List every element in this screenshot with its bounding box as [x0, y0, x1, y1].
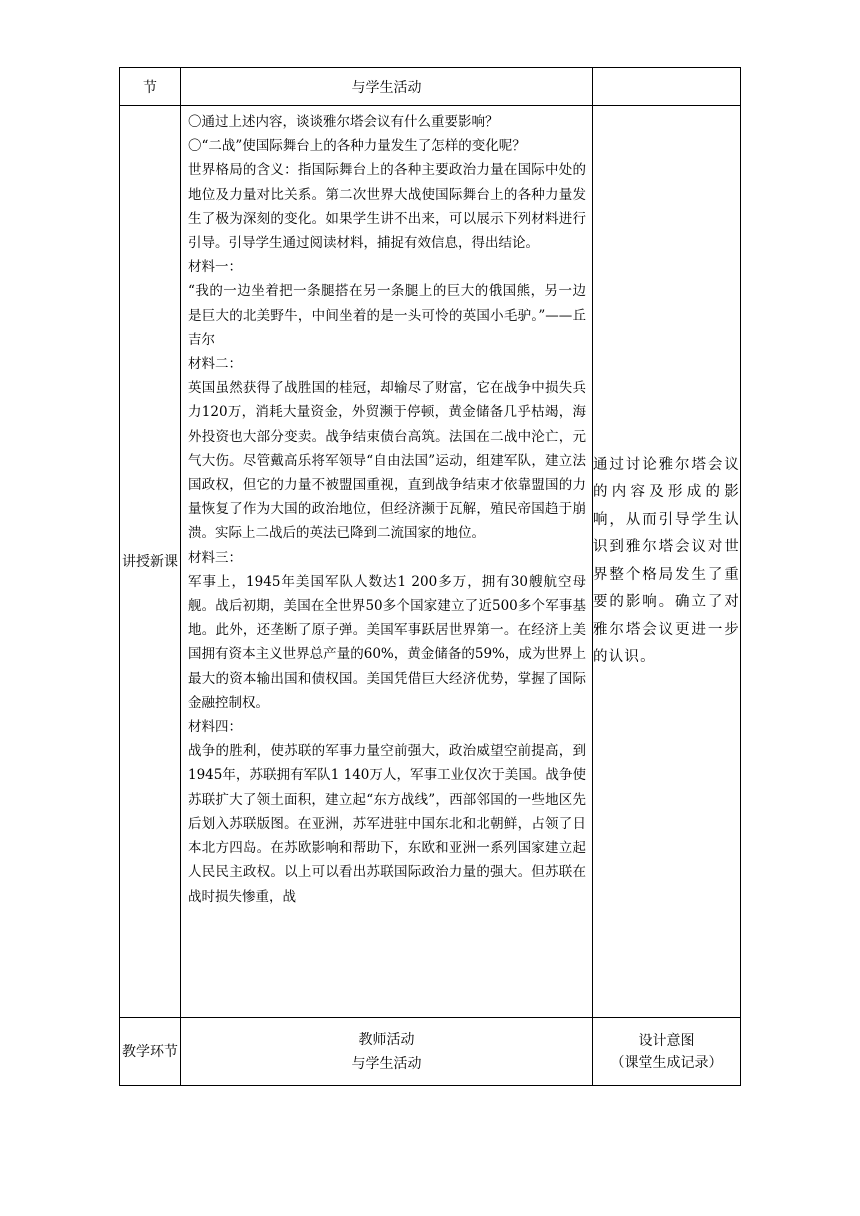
table-row-main — [120, 106, 741, 1018]
question-2: 〇“二战”使国际舞台上的各种力量发生了怎样的变化呢？ — [188, 138, 526, 155]
material-1-text: “我的一边坐着把一条腿搭在另一条腿上的巨大的俄国熊，另一边是巨大的北美野牛，中间坐着的是一头可怜的英国小毛驴。”——丘吉尔 — [188, 283, 586, 348]
lesson-plan-table — [119, 67, 741, 1086]
activity-text — [181, 106, 592, 1013]
cell-section-header: 节 — [120, 68, 181, 106]
material-2-title: 材料二： — [188, 356, 242, 373]
classroom-record-label: （课堂生成记录） — [610, 1054, 723, 1071]
table-row-bottom — [120, 1018, 741, 1086]
world-pattern-definition: 世界格局的含义：指国际舞台上的各种主要政治力量在国际中处的地位及力量对比关系。第二次世界大战使国际舞台上的各种力量发生了极为深刻的变化。如果学生讲不出来，可以展示下列材料进行引导。引导学生通过阅读材料，捕捉有效信息，得出结论。 — [188, 162, 586, 252]
material-2-text: 英国虽然获得了战胜国的桂冠，却输尽了财富，它在战争中损失兵力120万，消耗大量资金，外贸濒于停顿，黄金储备几乎枯竭，海外投资也大部分变卖。战争结束债台高筑。法国在二战中沦亡，元气大伤。尽管戴高乐将军领导“自由法国”运动，组建军队，建立法国政权，但它的力量不被盟国重视，直到战争结束才依靠盟国的力量恢复了作为大国的政治地位，但经济濒于瓦解，殖民帝国趋于崩溃。实际上二战后的英法已降到二流国家的地位。 — [188, 380, 586, 542]
table-row-top — [120, 68, 741, 106]
material-1-title: 材料一： — [188, 259, 242, 276]
activity-cell — [181, 106, 593, 1018]
question-1: 〇通过上述内容，谈谈雅尔塔会议有什么重要影响？ — [188, 114, 499, 130]
section-label: 讲授新课 — [120, 106, 181, 1018]
material-4-text: 战争的胜利，使苏联的军事力量空前强大，政治威望空前提高，到1945年，苏联拥有军队1 140万人，军事工业仅次于美国。战争使苏联扩大了领土面积，建立起“东方战线”，西部邻国的一些地区先后划入苏联版图。在亚洲，苏军进驻中国东北和北朝鲜，占领了日本北方四岛。在苏欧影响和帮助下，东欧和亚洲一系列国家建立起人民民主政权。以上可以看出苏联国际政治力量的强大。但苏联在战时损失惨重，战 — [188, 743, 586, 905]
teacher-activity-label: 教师活动 — [358, 1031, 415, 1048]
material-3-title: 材料三： — [188, 549, 242, 566]
activity-footer — [181, 1018, 593, 1086]
material-4-title: 材料四： — [188, 719, 242, 736]
teaching-stage-label: 教学环节 — [120, 1018, 181, 1086]
intent-footer — [593, 1018, 741, 1086]
student-activity-label: 与学生活动 — [351, 1055, 422, 1072]
material-3-text: 军事上，1945年美国军队人数达1 200多万，拥有30艘航空母舰。战后初期，美国在全世界50多个国家建立了近500多个军事基地。此外，还垄断了原子弹。美国军事跃居世界第一。在经济上美国拥有资本主义世界总产量的60%，黄金储备的59%，成为世界上最大的资本输出国和债权国。美国凭借巨大经济优势，掌握了国际金融控制权。 — [188, 573, 586, 711]
cell-intent-header — [593, 68, 741, 106]
design-intent-label: 设计意图 — [638, 1032, 695, 1049]
design-intent: 通过讨论雅尔塔会议的内容及形成的影响，从而引导学生认识到雅尔塔会议对世界整个格局发生了重要的影响。确立了对雅尔塔会议更进一步的认识。 — [593, 106, 741, 1018]
cell-activity-header: 与学生活动 — [181, 68, 593, 106]
